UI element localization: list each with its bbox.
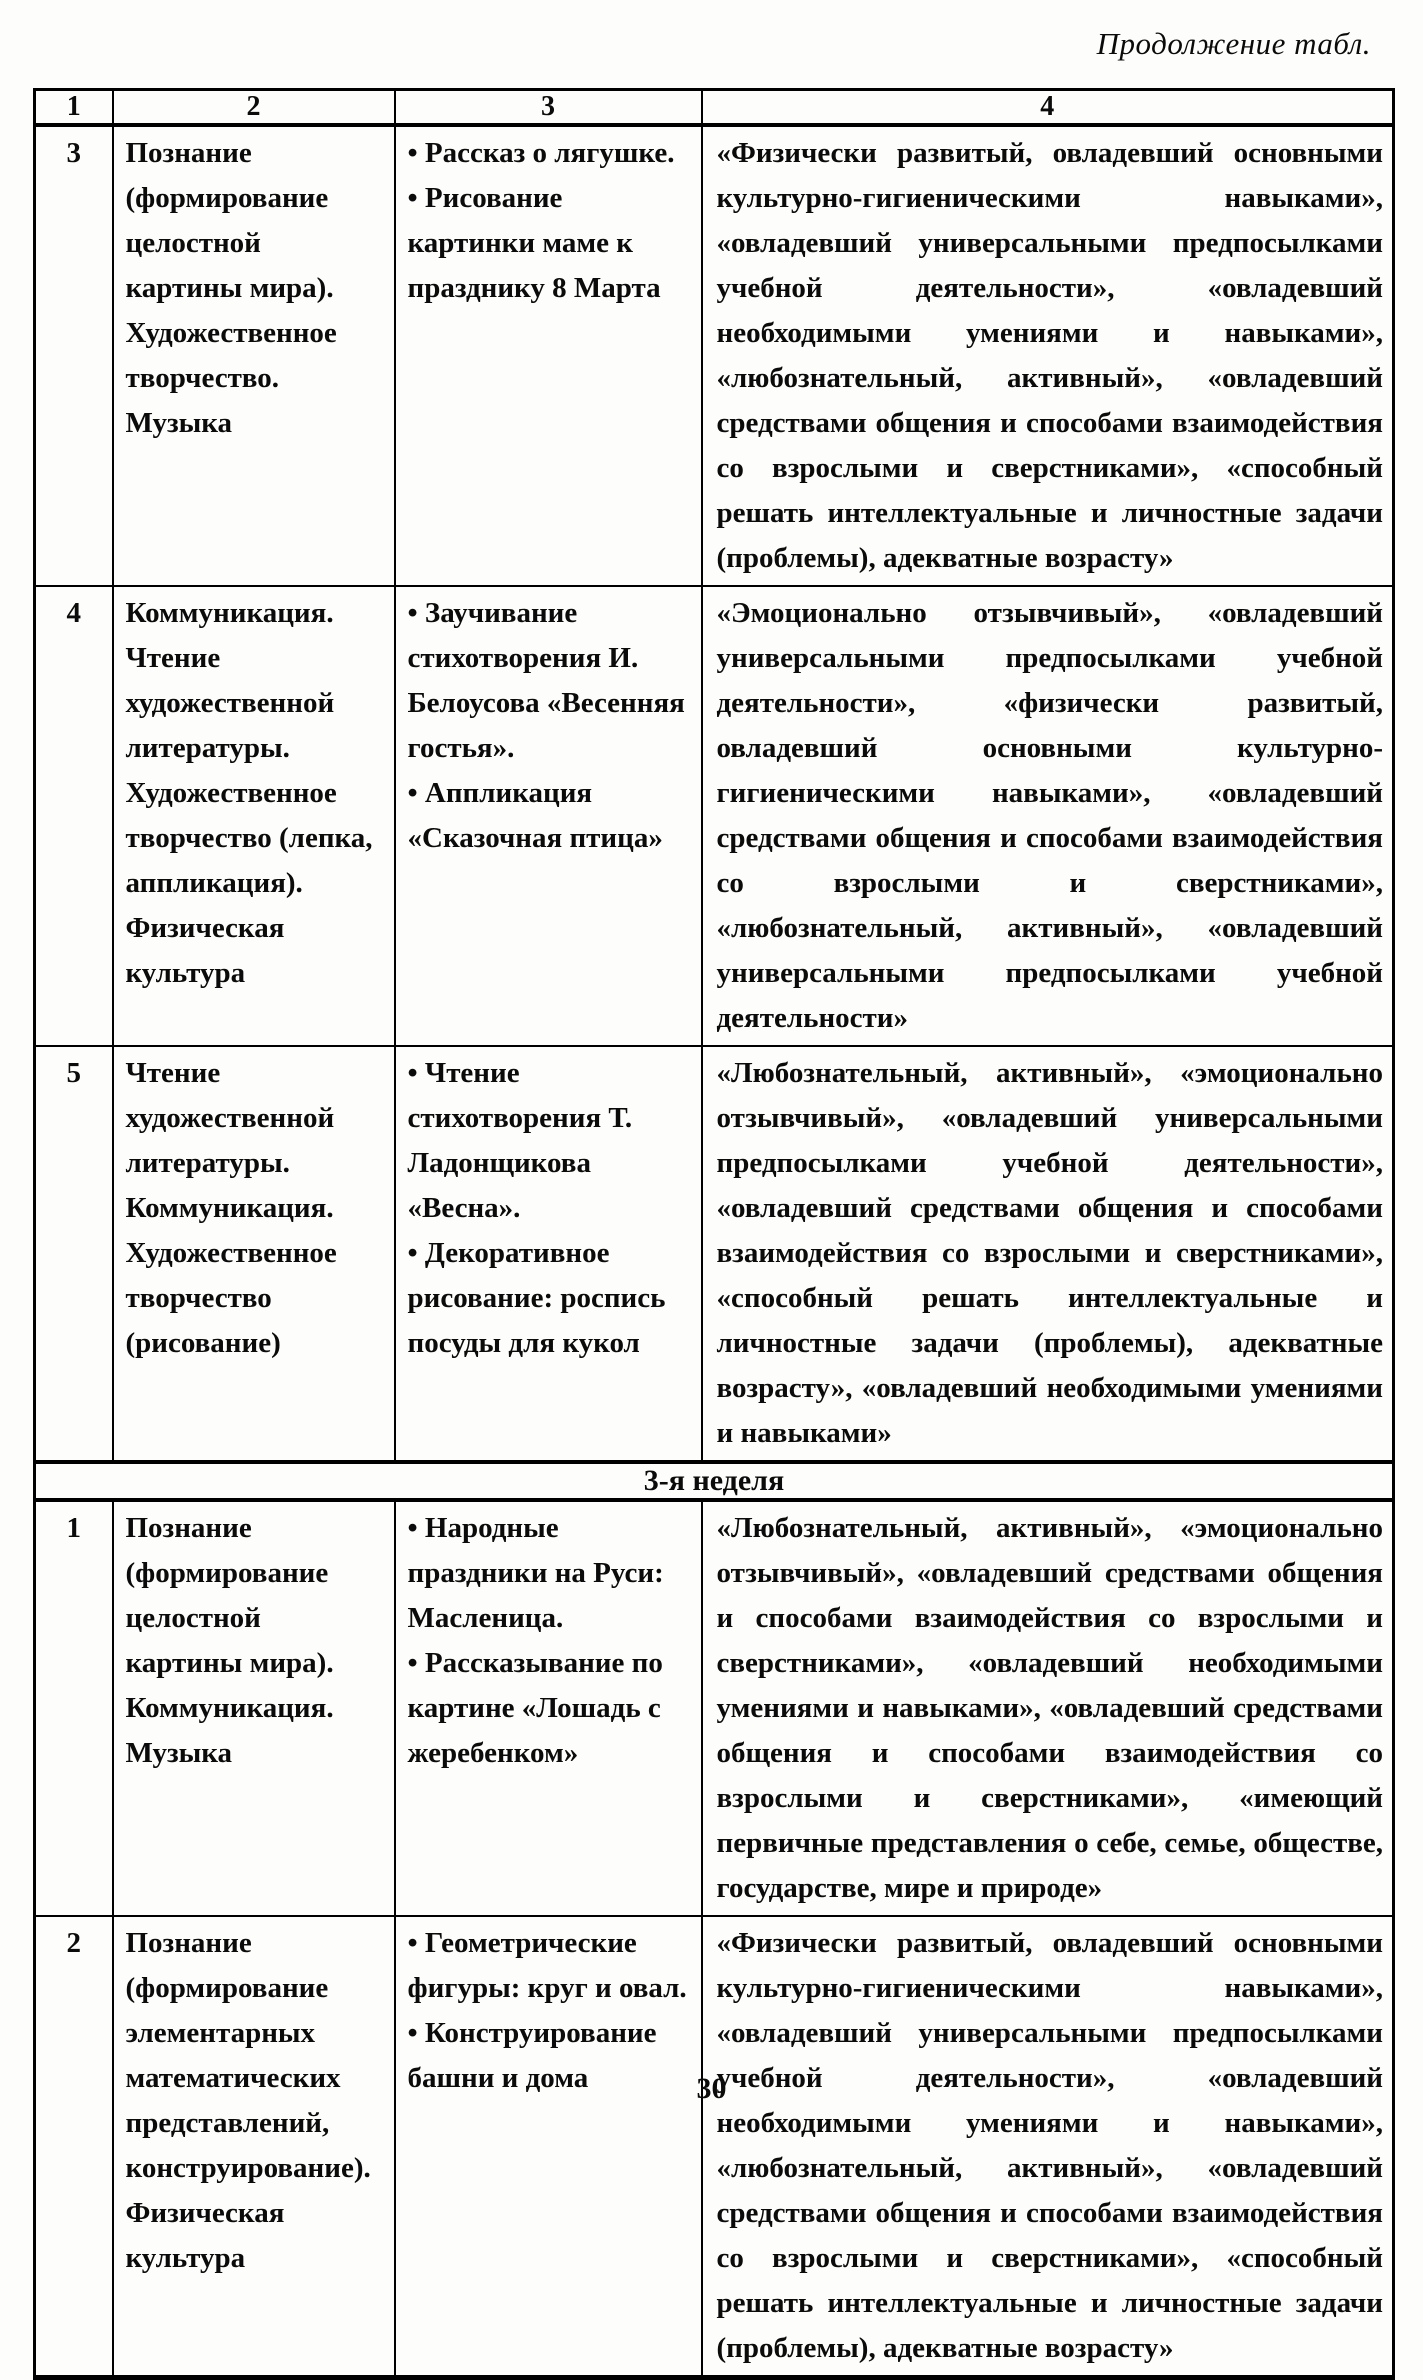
activity-item <box>408 1231 691 1366</box>
column-header-3: 3 <box>395 90 702 126</box>
week-label: 3-я неделя <box>35 1462 1394 1500</box>
activity-text: Конструирование башни и дома <box>407 2017 657 2094</box>
bullet-icon: • <box>407 1512 425 1544</box>
week-header-row <box>35 1462 1394 1500</box>
areas-cell: Познание (формирование элементарных математических представлений, конструирование). Физическая культура <box>113 1916 395 2378</box>
activity-text: Аппликация «Сказочная птица» <box>407 777 663 854</box>
table-row <box>35 1916 1394 2378</box>
activity-text: Рассказывание по картине «Лошадь с жеребенком» <box>407 1647 663 1769</box>
row-number-cell: 5 <box>35 1046 113 1462</box>
activities-cell <box>395 1500 702 1916</box>
page-number: 30 <box>696 2072 727 2105</box>
activity-item <box>408 176 691 311</box>
activity-text: Народные праздники на Руси: Масленица. <box>407 1512 664 1634</box>
bullet-icon: • <box>407 777 425 809</box>
bullet-icon: • <box>407 597 425 629</box>
activity-text: Чтение стихотворения Т. Ладонщикова «Весна». <box>407 1057 633 1224</box>
table-row <box>35 125 1394 586</box>
activity-text: Геометрические фигуры: круг и овал. <box>407 1927 687 2004</box>
bullet-icon: • <box>407 1057 425 1089</box>
column-header-4: 4 <box>702 90 1394 126</box>
bullet-icon: • <box>407 182 425 214</box>
activity-text: Заучивание стихотворения И. Белоусова «Весенняя гостья». <box>407 597 685 764</box>
bullet-icon: • <box>407 1237 425 1269</box>
bullet-icon: • <box>407 1927 425 1959</box>
table-continuation-note: Продолжение табл. <box>1096 26 1371 61</box>
row-number-cell: 4 <box>35 586 113 1046</box>
column-header-1: 1 <box>35 90 113 126</box>
qualities-cell: «Физически развитый, овладевший основными культурно-гигиеническими навыками», «овладевший универсальными предпосылками учебной деятельности», «овладевший необходимыми умениями и навыками», «любознательный, активный», «овладевший средствами общения и способами взаимодействия со взрослыми и сверстниками», «способный решать интеллектуальные и личностные задачи (проблемы), адекватные возрасту» <box>702 1916 1394 2378</box>
activities-cell <box>395 586 702 1046</box>
activities-cell <box>395 1916 702 2378</box>
bullet-icon: • <box>407 1647 425 1679</box>
activity-item <box>408 771 691 861</box>
areas-cell: Коммуникация. Чтение художественной литературы. Художественное творчество (лепка, аппликация). Физическая культура <box>113 586 395 1046</box>
activity-item <box>408 591 691 771</box>
qualities-cell: «Эмоционально отзывчивый», «овладевший универсальными предпосылками учебной деятельности», «физически развитый, овладевший основными культурно-гигиеническими навыками», «овладевший средствами общения и способами взаимодействия со взрослыми и сверстниками», «любознательный, активный», «овладевший универсальными предпосылками учебной деятельности» <box>702 586 1394 1046</box>
activity-text: Рассказ о лягушке. <box>424 137 675 169</box>
activity-item <box>408 1921 691 2011</box>
weekly-plan-table <box>33 88 1395 2380</box>
qualities-cell: «Любознательный, активный», «эмоционально отзывчивый», «овладевший универсальными предпосылками учебной деятельности», «овладевший средствами общения и способами взаимодействия со взрослыми и сверстниками», «способный решать интеллектуальные и личностные задачи (проблемы), адекватные возрасту», «овладевший необходимыми умениями и навыками» <box>702 1046 1394 1462</box>
activity-item <box>408 131 691 176</box>
row-number-cell: 1 <box>35 1500 113 1916</box>
bullet-icon: • <box>407 137 425 169</box>
row-number-cell: 2 <box>35 1916 113 2378</box>
column-header-row <box>35 90 1394 126</box>
bullet-icon: • <box>407 2017 425 2049</box>
activity-text: Декоративное рисование: роспись посуды для кукол <box>407 1237 666 1359</box>
column-header-2: 2 <box>113 90 395 126</box>
activities-cell <box>395 1046 702 1462</box>
activities-cell <box>395 125 702 586</box>
row-number-cell: 3 <box>35 125 113 586</box>
qualities-cell: «Любознательный, активный», «эмоционально отзывчивый», «овладевший средствами общения и способами взаимодействия со взрослыми и сверстниками», «овладевший необходимыми умениями и навыками», «овладевший средствами общения и способами взаимодействия со взрослыми и сверстниками», «имеющий первичные представления о себе, семье, обществе, государстве, мире и природе» <box>702 1500 1394 1916</box>
activity-text: Рисование картинки маме к празднику 8 Марта <box>407 182 661 304</box>
areas-cell: Познание (формирование целостной картины мира). Художественное творчество. Музыка <box>113 125 395 586</box>
table-row <box>35 1046 1394 1462</box>
table-row <box>35 1500 1394 1916</box>
activity-item <box>408 1051 691 1231</box>
areas-cell: Чтение художественной литературы. Коммуникация. Художественное творчество (рисование) <box>113 1046 395 1462</box>
activity-item <box>408 1506 691 1641</box>
qualities-cell: «Физически развитый, овладевший основными культурно-гигиеническими навыками», «овладевший универсальными предпосылками учебной деятельности», «овладевший необходимыми умениями и навыками», «любознательный, активный», «овладевший средствами общения и способами взаимодействия со взрослыми и сверстниками», «способный решать интеллектуальные и личностные задачи (проблемы), адекватные возрасту» <box>702 125 1394 586</box>
table-row <box>35 586 1394 1046</box>
areas-cell: Познание (формирование целостной картины мира). Коммуникация. Музыка <box>113 1500 395 1916</box>
activity-item <box>408 1641 691 1776</box>
